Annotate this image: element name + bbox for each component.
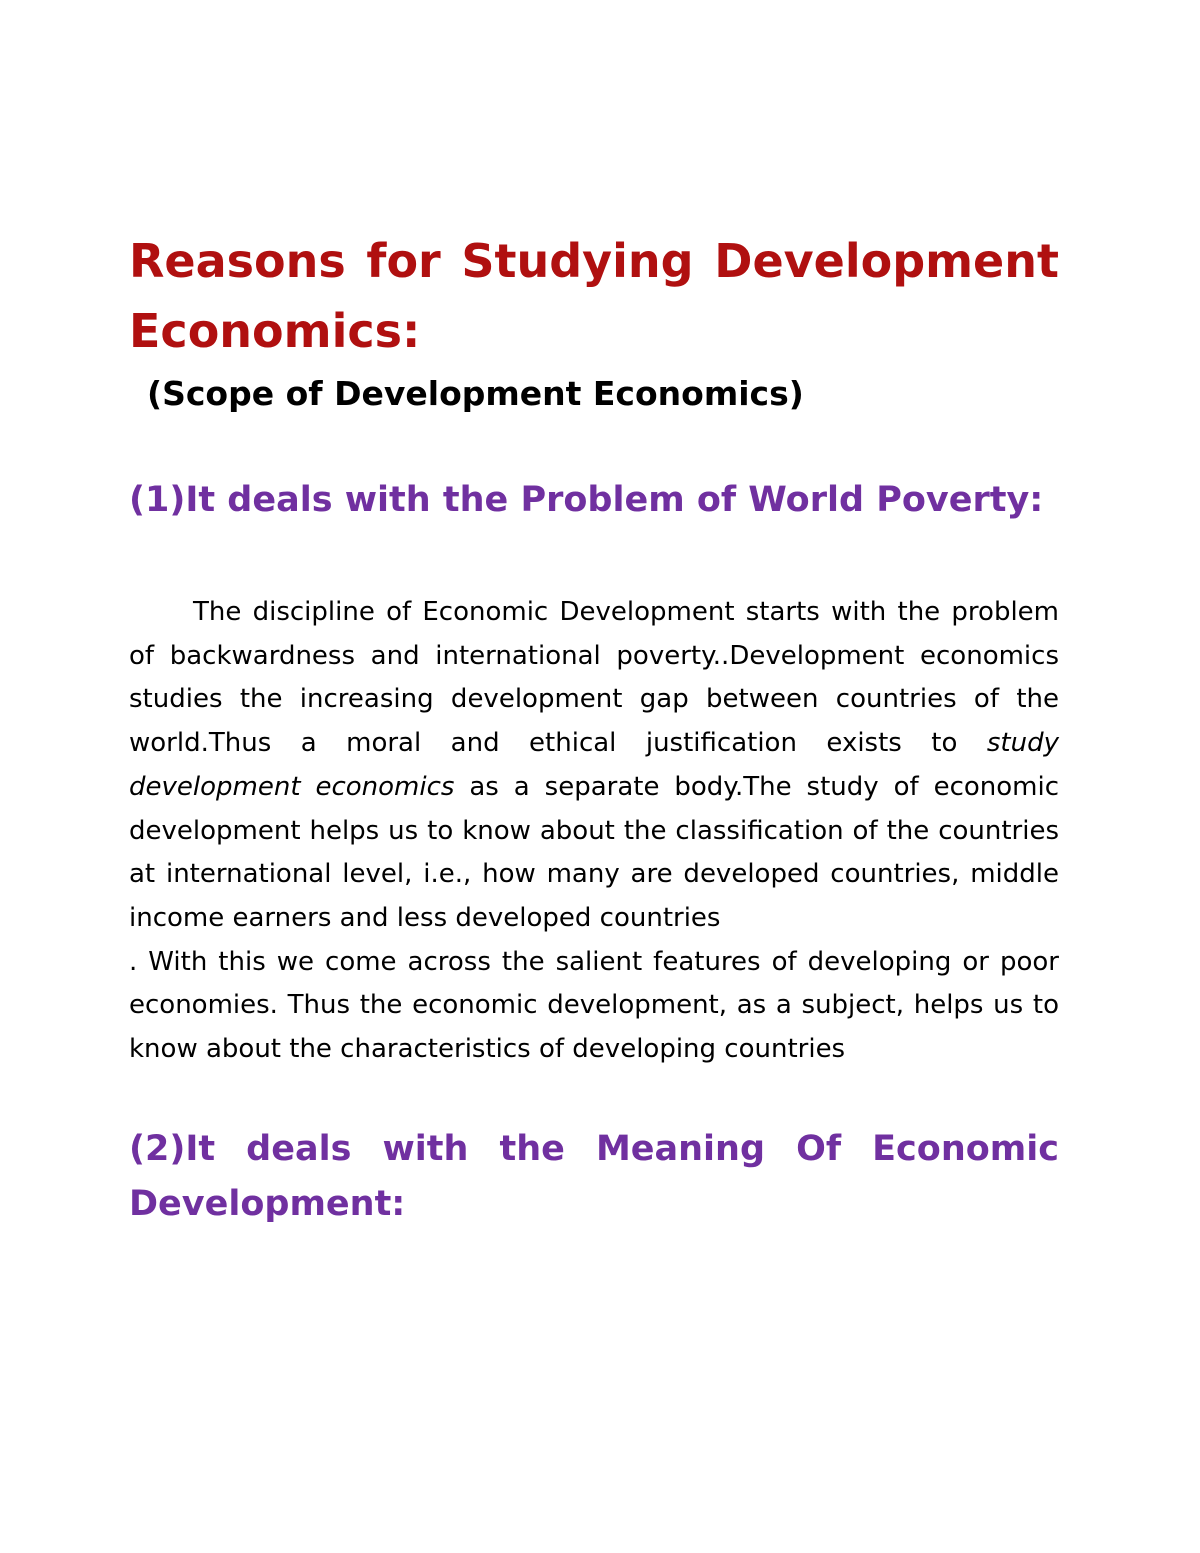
section-1-paragraph-1 [129, 591, 1059, 941]
paragraph-1-emphasis: study development economics [129, 728, 1059, 802]
document-subtitle: (Scope of Development Economics) [147, 374, 804, 413]
document-content [129, 226, 1059, 1232]
paragraph-1-text-end: as a separate body.The study of economic development helps us to know about the classification of the countries at international level, i.e., how many are developed countries, middle income earners and less developed countries [129, 771, 1059, 933]
paragraph-1-text-start: The discipline of Economic Development starts with the problem of backwardness and international poverty..Development economics studies the increasing development gap between countries of the world.Thus a moral and ethical justification exists to [129, 597, 1059, 759]
section-1-paragraph-2: . With this we come across the salient features of developing or poor economies. Thus the economic development, as a subject, helps us to know about the characteristics of developing countries [129, 946, 1059, 1065]
section-heading-2: (2)It deals with the Meaning Of Economic Development: [129, 1128, 1059, 1224]
document-title: Reasons for Studying Development Economics: [129, 234, 1059, 358]
section-heading-1: (1)It deals with the Problem of World Poverty: [129, 480, 1044, 520]
